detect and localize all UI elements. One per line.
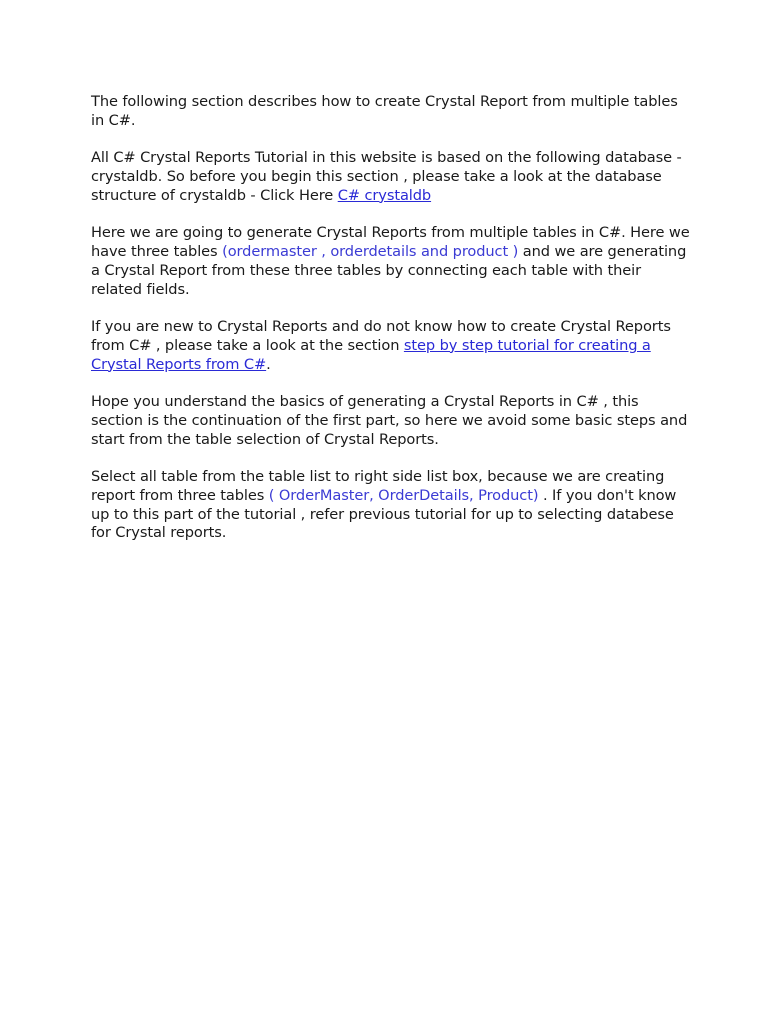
intro-text: The following section describes how to create Crystal Report from multiple tables in C#. <box>91 93 678 129</box>
new-users-end: . <box>266 355 271 373</box>
paragraph-database <box>91 149 691 205</box>
tables-highlight: (ordermaster , orderdetails and product ) <box>222 242 519 260</box>
continuation-text: Hope you understand the basics of generating a Crystal Reports in C# , this section is the continuation of the first part, so here we avoid some basic steps and start from the table selection of Crystal Reports. <box>91 392 688 448</box>
tables-text-b: and we are generating a Crystal Report from these three tables by connecting each table with their related fields. <box>91 242 687 298</box>
paragraph-new-users <box>91 318 691 374</box>
crystaldb-link[interactable]: C# crystaldb <box>337 186 432 204</box>
new-users-text: If you are new to Crystal Reports and do not know how to create Crystal Reports from C# , please take a look at the section <box>91 317 671 354</box>
step-by-step-tutorial-link[interactable]: step by step tutorial for creating a Crystal Reports from C# <box>91 336 651 373</box>
paragraph-select-tables <box>91 468 691 543</box>
tables-text-a: Here we are going to generate Crystal Reports from multiple tables in C#. Here we have three tables <box>91 224 690 260</box>
paragraph-tables <box>91 224 691 299</box>
select-highlight: ( OrderMaster, OrderDetails, Product) <box>268 486 539 504</box>
paragraph-continuation <box>91 393 691 449</box>
database-text: All C# Crystal Reports Tutorial in this website is based on the following database - crystaldb. So before you begin this section , please take a look at the database structure of crystaldb - Click Here <box>91 149 682 204</box>
paragraph-intro <box>91 93 691 131</box>
select-text-b: . If you don't know up to this part of the tutorial , refer previous tutorial for up to selecting databese for Crystal reports. <box>91 486 677 542</box>
select-text-a: Select all table from the table list to right side list box, because we are creating report from three tables <box>91 467 665 504</box>
document-body <box>91 93 691 562</box>
